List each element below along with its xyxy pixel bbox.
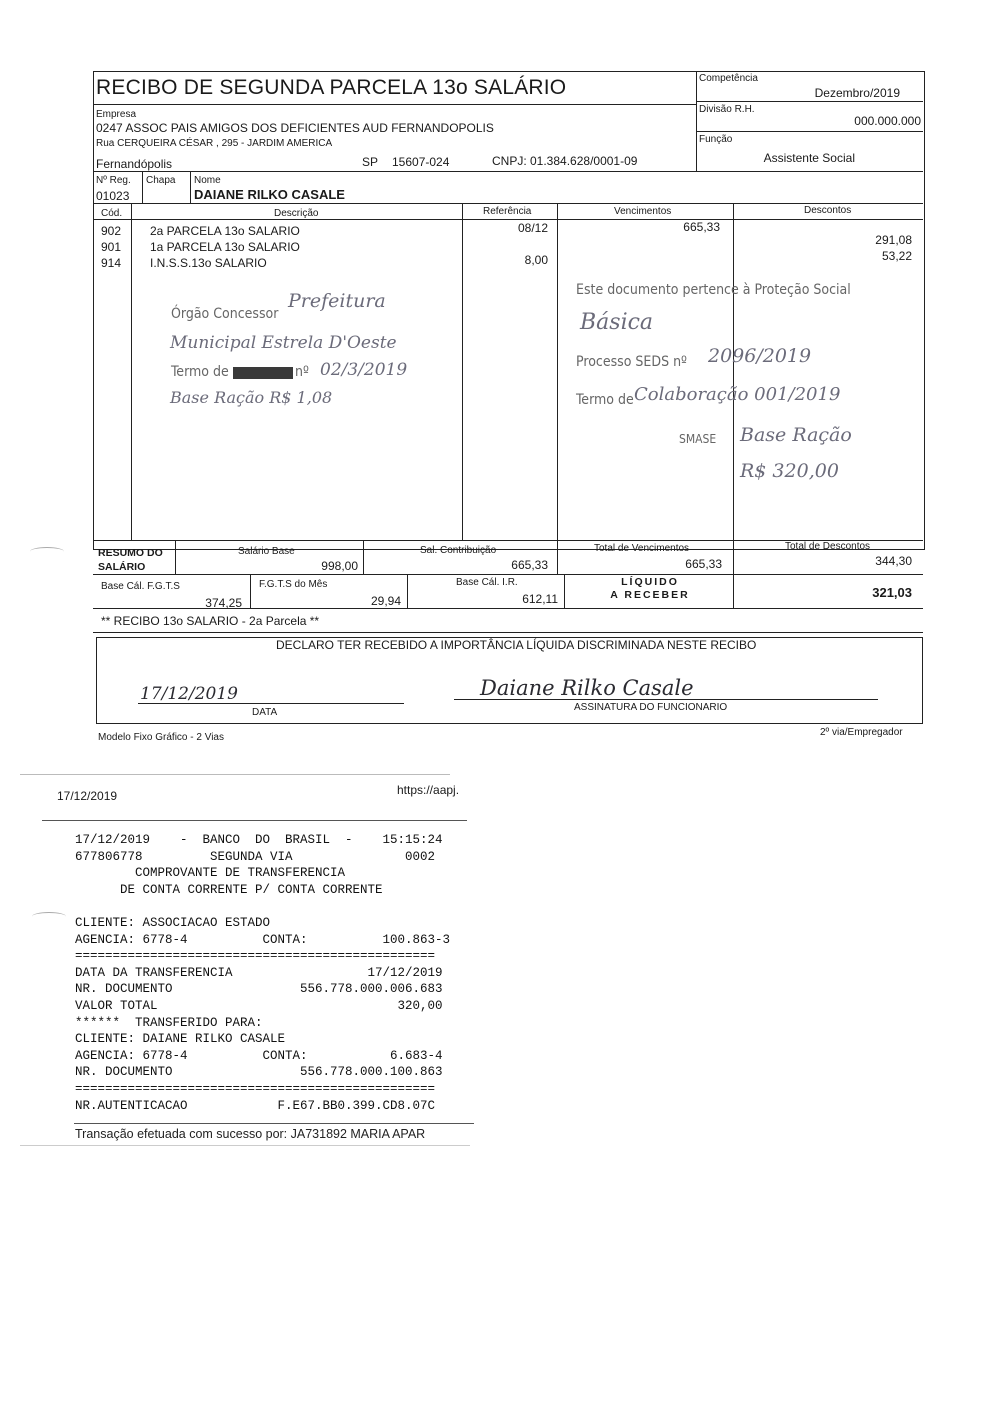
resumo-label-text: RESUMO DO SALÁRIO xyxy=(98,547,163,573)
bank-line: 677806778 SEGUNDA VIA 0002 xyxy=(75,849,436,864)
signature-line xyxy=(454,699,878,700)
resumo-label xyxy=(98,546,176,574)
hand-termo-extra: Base Ração R$ 1,08 xyxy=(170,388,333,407)
signature-handwritten: Daiane Rilko Casale xyxy=(480,676,694,700)
item-desc: 2a PARCELA 13o SALARIO xyxy=(150,224,300,238)
declaration-text: DECLARO TER RECEBIDO A IMPORTÂNCIA LÍQUIDA DISCRIMINADA NESTE RECIBO xyxy=(276,638,757,652)
bank-line: CLIENTE: ASSOCIACAO ESTADO xyxy=(75,915,271,930)
hand-termo-2: Colaboração 001/2019 xyxy=(634,384,841,405)
total-venc-label: Total de Vencimentos xyxy=(594,543,690,554)
cidade-value: Fernandópolis xyxy=(96,157,173,171)
competencia-label: Competência xyxy=(699,73,758,84)
divider xyxy=(131,203,132,540)
stamp-termo-n: nº xyxy=(295,364,309,380)
receipt-title: RECIBO DE SEGUNDA PARCELA 13o SALÁRIO xyxy=(96,76,567,99)
total-desc-value: 344,30 xyxy=(875,554,912,568)
base-fgts-label: Base Cál. F.G.T.S xyxy=(101,581,180,592)
scan-mark xyxy=(20,774,450,775)
divider xyxy=(93,203,923,204)
hand-smase-1: Base Ração xyxy=(740,424,852,446)
nreg-value: 01023 xyxy=(96,189,130,203)
stamp-termo-de: Termo de xyxy=(171,364,229,380)
liquido-label-line1: LÍQUIDO xyxy=(621,576,679,588)
modelo-text: Modelo Fixo Gráfico - 2 Vias xyxy=(98,732,224,743)
base-ir-value: 612,11 xyxy=(522,592,558,606)
fgts-mes-value: 29,94 xyxy=(370,594,401,608)
stamp-este-documento: Este documento pertence à Proteção Social xyxy=(576,282,851,298)
bank-line xyxy=(75,899,450,916)
competencia-value: Dezembro/2019 xyxy=(814,86,900,100)
chapa-label: Chapa xyxy=(146,175,176,186)
endereco-value: Rua CERQUEIRA CÉSAR , 295 - JARDIM AMERICA xyxy=(96,138,333,149)
divider xyxy=(557,540,558,574)
bank-line: DATA DA TRANSFERENCIA 17/12/2019 xyxy=(75,965,443,980)
hand-smase-2: R$ 320,00 xyxy=(740,460,839,482)
stamp-processo-seds: Processo SEDS nº xyxy=(576,354,687,370)
bank-line: NR.AUTENTICACAO F.E67.BB0.399.CD8.07C xyxy=(75,1098,436,1113)
stamp-orgao-concessor: Órgão Concessor xyxy=(171,306,279,322)
bank-line: NR. DOCUMENTO 556.778.000.100.863 xyxy=(75,1065,443,1080)
item-descontos: 291,08 xyxy=(875,233,912,247)
divider xyxy=(733,203,734,540)
bank-line: AGENCIA: 6778-4 CONTA: 100.863-3 xyxy=(75,932,451,947)
empresa-label: Empresa xyxy=(96,109,137,120)
bank-line: NR. DOCUMENTO 556.778.000.006.683 xyxy=(75,982,443,997)
scan-mark xyxy=(30,547,64,556)
date-line xyxy=(138,703,404,704)
bank-print-url: https://aapj. xyxy=(397,783,460,797)
bank-line: AGENCIA: 6778-4 CONTA: 6.683-4 xyxy=(75,1048,443,1063)
col-venc: Vencimentos xyxy=(614,206,672,217)
date-label: DATA xyxy=(252,707,278,718)
salario-base-value: 998,00 xyxy=(321,559,358,573)
sal-contrib-value: 665,33 xyxy=(511,558,548,572)
divider xyxy=(93,608,923,609)
bank-line: ================================================ xyxy=(75,949,436,964)
divider xyxy=(557,203,558,540)
divider xyxy=(363,540,364,574)
base-fgts-value: 374,25 xyxy=(205,596,242,610)
signature-label: ASSINATURA DO FUNCIONARIO xyxy=(574,702,728,713)
bank-line: CLIENTE: DAIANE RILKO CASALE xyxy=(75,1032,286,1047)
scan-mark xyxy=(32,912,66,921)
divider xyxy=(462,203,463,540)
divider xyxy=(93,574,923,575)
funcao-label: Função xyxy=(699,134,733,145)
liquido-label-line2: A RECEBER xyxy=(610,589,690,601)
divider xyxy=(250,574,251,608)
salario-base-label: Salário Base xyxy=(238,546,295,557)
divider xyxy=(93,632,923,633)
item-desc: I.N.S.S.13o SALARIO xyxy=(150,256,267,270)
bank-footer: Transação efetuada com sucesso por: JA731892 MARIA APAR xyxy=(75,1127,426,1141)
divider xyxy=(190,171,191,203)
nome-value: DAIANE RILKO CASALE xyxy=(194,187,345,202)
base-ir-label: Base Cál. I.R. xyxy=(456,577,518,588)
hand-termo-num: 02/3/2019 xyxy=(320,360,408,380)
bank-line: DE CONTA CORRENTE P/ CONTA CORRENTE xyxy=(75,882,383,897)
cep-value: 15607-024 xyxy=(392,155,450,169)
hand-municipio: Municipal Estrela D'Oeste xyxy=(170,333,397,353)
total-venc-value: 665,33 xyxy=(685,557,722,571)
divider xyxy=(696,71,697,171)
bank-line: ================================================ xyxy=(75,1081,436,1096)
col-descontos: Descontos xyxy=(804,205,852,216)
divider xyxy=(142,171,143,203)
item-ref: 08/12 xyxy=(517,221,548,235)
col-cod: Cód. xyxy=(101,208,123,219)
stamp-termo-de-2: Termo de xyxy=(576,392,634,408)
bank-line: COMPROVANTE DE TRANSFERENCIA xyxy=(75,866,346,881)
bank-receipt-body xyxy=(75,833,450,1115)
bank-line: 17/12/2019 - BANCO DO BRASIL - 15:15:24 xyxy=(75,833,443,847)
hand-protecao: Básica xyxy=(580,310,654,335)
divider xyxy=(733,574,734,608)
item-cod: 901 xyxy=(101,240,122,254)
liquido-label xyxy=(600,576,700,602)
liquido-value: 321,03 xyxy=(872,585,912,600)
item-cod: 914 xyxy=(101,256,122,270)
divider xyxy=(696,131,923,132)
item-desc: 1a PARCELA 13o SALARIO xyxy=(150,240,300,254)
stamp-smase: SMASE xyxy=(679,432,717,446)
divider xyxy=(733,540,734,574)
date-handwritten: 17/12/2019 xyxy=(140,684,238,704)
nreg-label: Nº Reg. xyxy=(96,175,131,186)
bank-line: VALOR TOTAL 320,00 xyxy=(75,998,443,1013)
divider xyxy=(93,171,923,172)
footer-note: ** RECIBO 13o SALARIO - 2a Parcela ** xyxy=(101,614,320,628)
via-text: 2º via/Empregador xyxy=(820,727,903,738)
nome-label: Nome xyxy=(194,175,221,186)
bank-line: ****** TRANSFERIDO PARA: xyxy=(75,1015,263,1030)
empresa-value: 0247 ASSOC PAIS AMIGOS DOS DEFICIENTES AUD FERNANDOPOLIS xyxy=(96,121,494,135)
divider xyxy=(93,104,696,105)
divisao-label: Divisão R.H. xyxy=(699,104,755,115)
item-venc: 665,33 xyxy=(683,220,720,234)
col-desc: Descrição xyxy=(274,208,319,219)
fgts-mes-label: F.G.T.S do Mês xyxy=(259,579,328,590)
item-cod: 902 xyxy=(101,224,122,238)
hand-orgao: Prefeitura xyxy=(288,290,386,312)
col-ref: Referência xyxy=(483,206,532,217)
bank-top-line xyxy=(42,820,467,821)
divider xyxy=(407,574,408,608)
divider xyxy=(175,540,176,574)
item-descontos: 53,22 xyxy=(881,249,912,263)
hand-processo-num: 2096/2019 xyxy=(708,345,812,367)
cnpj-value: CNPJ: 01.384.628/0001-09 xyxy=(492,154,638,168)
divisao-value: 000.000.000 xyxy=(854,114,921,128)
divider xyxy=(564,574,565,608)
sal-contrib-label: Sal. Contribuição xyxy=(420,545,497,556)
item-ref: 8,00 xyxy=(524,253,548,267)
bank-bottom-line xyxy=(74,1123,474,1124)
uf-value: SP xyxy=(362,155,379,169)
divider xyxy=(696,101,923,102)
bank-print-date: 17/12/2019 xyxy=(57,789,118,803)
stamp-redaction xyxy=(233,367,293,379)
scan-mark xyxy=(20,1145,470,1146)
funcao-value: Assistente Social xyxy=(763,151,855,165)
total-desc-label: Total de Descontos xyxy=(785,541,871,552)
divider xyxy=(93,219,923,220)
